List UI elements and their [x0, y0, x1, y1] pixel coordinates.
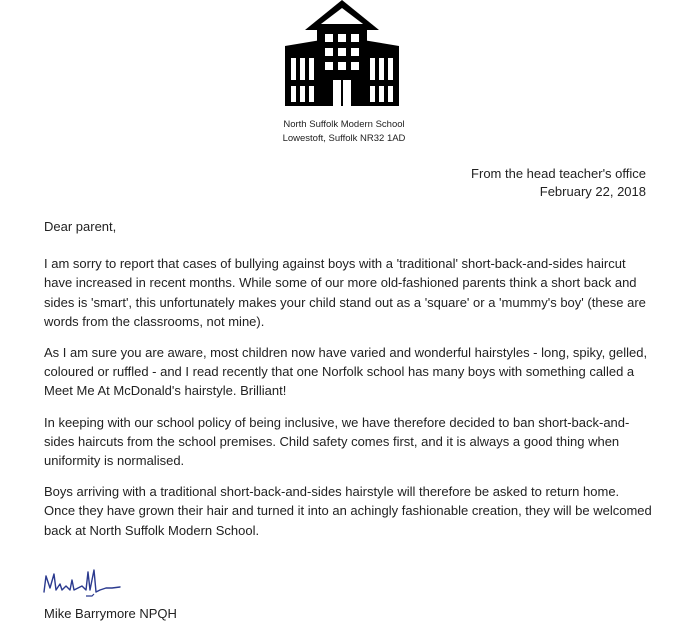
letter-date: February 22, 2018 — [539, 184, 646, 199]
paragraph-3: In keeping with our school policy of being inclusive, we have therefore decided to ban short-back-and-sides haircuts from the school premises. Child safety comes first, and it is always a good thing when uniformity is normalised. — [44, 414, 630, 469]
school-address: Lowestoft, Suffolk NR32 1AD — [282, 133, 406, 144]
school-address-block — [250, 118, 438, 146]
paragraph-4: Boys arriving with a traditional short-back-and-sides hairstyle will therefore be asked to return home. Once they have grown their hair and turned it into an achingly fashionable creation, they will be welcomed back at North Suffolk Modern School. — [44, 484, 652, 538]
paragraph-1: I am sorry to report that cases of bullying against boys with a 'traditional' short-back-and-sides haircut have increased in recent months. While some of our more old-fashioned parents think a short back and sides is 'smart', this unfortunately makes your child stand out as a 'square' or a 'mummy's boy' (these are words from the classrooms, not mine). — [44, 256, 646, 329]
signatory-name: Mike Barrymore NPQH — [44, 606, 177, 621]
school-building-icon — [283, 0, 401, 106]
office-from: From the head teacher's office — [471, 166, 646, 181]
paragraph-2: As I am sure you are aware, most children now have varied and wonderful hairstyles - long, spiky, gelled, coloured or ruffled - and I read recently that one Norfolk school has many boys with something called a Meet Me At McDonald's hairstyle. Brilliant! — [44, 345, 648, 399]
greeting: Dear parent, — [44, 219, 117, 234]
letter-body — [44, 217, 652, 552]
handwritten-signature — [42, 566, 122, 600]
office-block — [471, 165, 646, 201]
school-name: North Suffolk Modern School — [283, 119, 405, 130]
